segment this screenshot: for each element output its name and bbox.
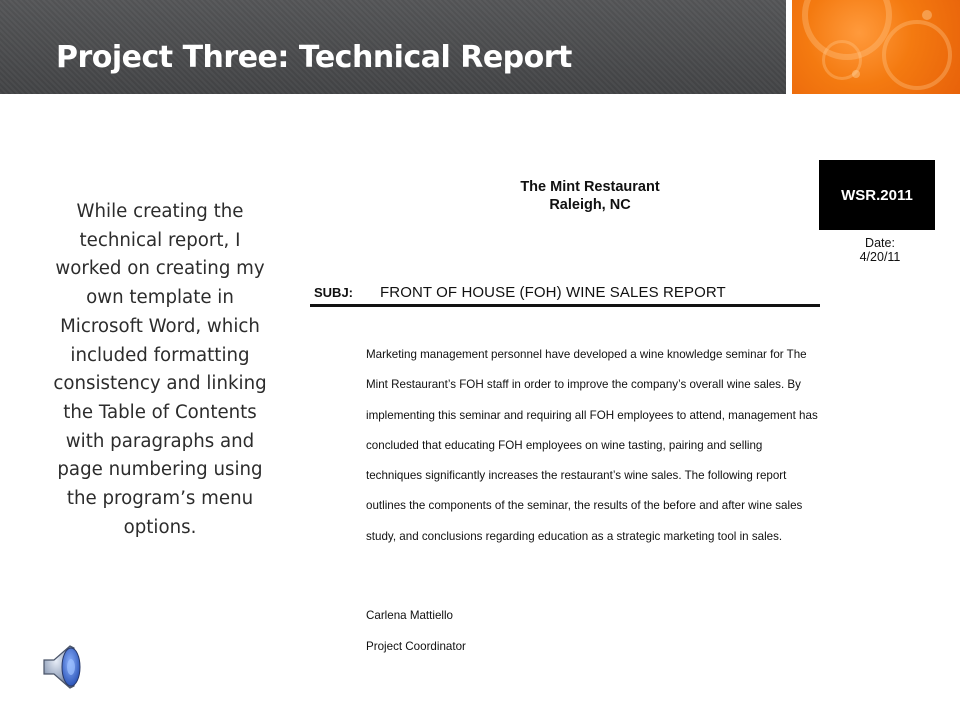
restaurant-name: The Mint Restaurant xyxy=(520,179,660,195)
slide-title-rest: Technical Report xyxy=(298,40,572,75)
slide-title xyxy=(56,40,572,75)
restaurant-location: Raleigh, NC xyxy=(549,197,631,213)
body-line: concluded that educating FOH employees on wine tasting, pairing and selling xyxy=(366,438,763,452)
author-title: Project Coordinator xyxy=(366,640,466,653)
body-line: techniques significantly increases the restaurant’s wine sales. The following report xyxy=(366,469,787,483)
subject-rule xyxy=(310,304,820,307)
body-line: outlines the components of the seminar, the results of the before and after wine sales xyxy=(366,499,803,513)
body-line: implementing this seminar and requiring all FOH employees to attend, management has xyxy=(366,408,818,422)
report-document-image xyxy=(300,150,940,670)
body-line: Mint Restaurant’s FOH staff in order to improve the company’s overall wine sales. By xyxy=(366,378,801,392)
body-line: Marketing management personnel have developed a wine knowledge seminar for The xyxy=(366,348,807,361)
decor-dot xyxy=(852,70,860,78)
body-line: study, and conclusions regarding education as a strategic marketing tool in sales. xyxy=(366,529,783,543)
subject-text: FRONT OF HOUSE (FOH) WINE SALES REPORT xyxy=(380,284,726,301)
decor-dot xyxy=(922,10,932,20)
slide-title-bold: Project Three: xyxy=(56,40,289,75)
report-body xyxy=(366,340,896,552)
decor-ring xyxy=(882,20,952,90)
description-text: While creating the technical report, I worked on creating my own template in Microsoft Word, which included formatting consistency and linking the Table of Contents with paragraphs and page numbering using the program’s menu options. xyxy=(53,201,267,538)
restaurant-header xyxy=(480,178,700,214)
author-name: Carlena Mattiello xyxy=(366,609,453,622)
speaker-icon[interactable] xyxy=(40,642,88,692)
date-label: Date: xyxy=(865,236,895,250)
date-value: 4/20/11 xyxy=(859,250,901,264)
orange-accent-panel xyxy=(792,0,960,94)
report-id-badge: WSR.2011 xyxy=(819,160,935,230)
subject-label: SUBJ: xyxy=(314,285,354,300)
report-date xyxy=(840,236,920,264)
signature-block xyxy=(366,600,466,662)
